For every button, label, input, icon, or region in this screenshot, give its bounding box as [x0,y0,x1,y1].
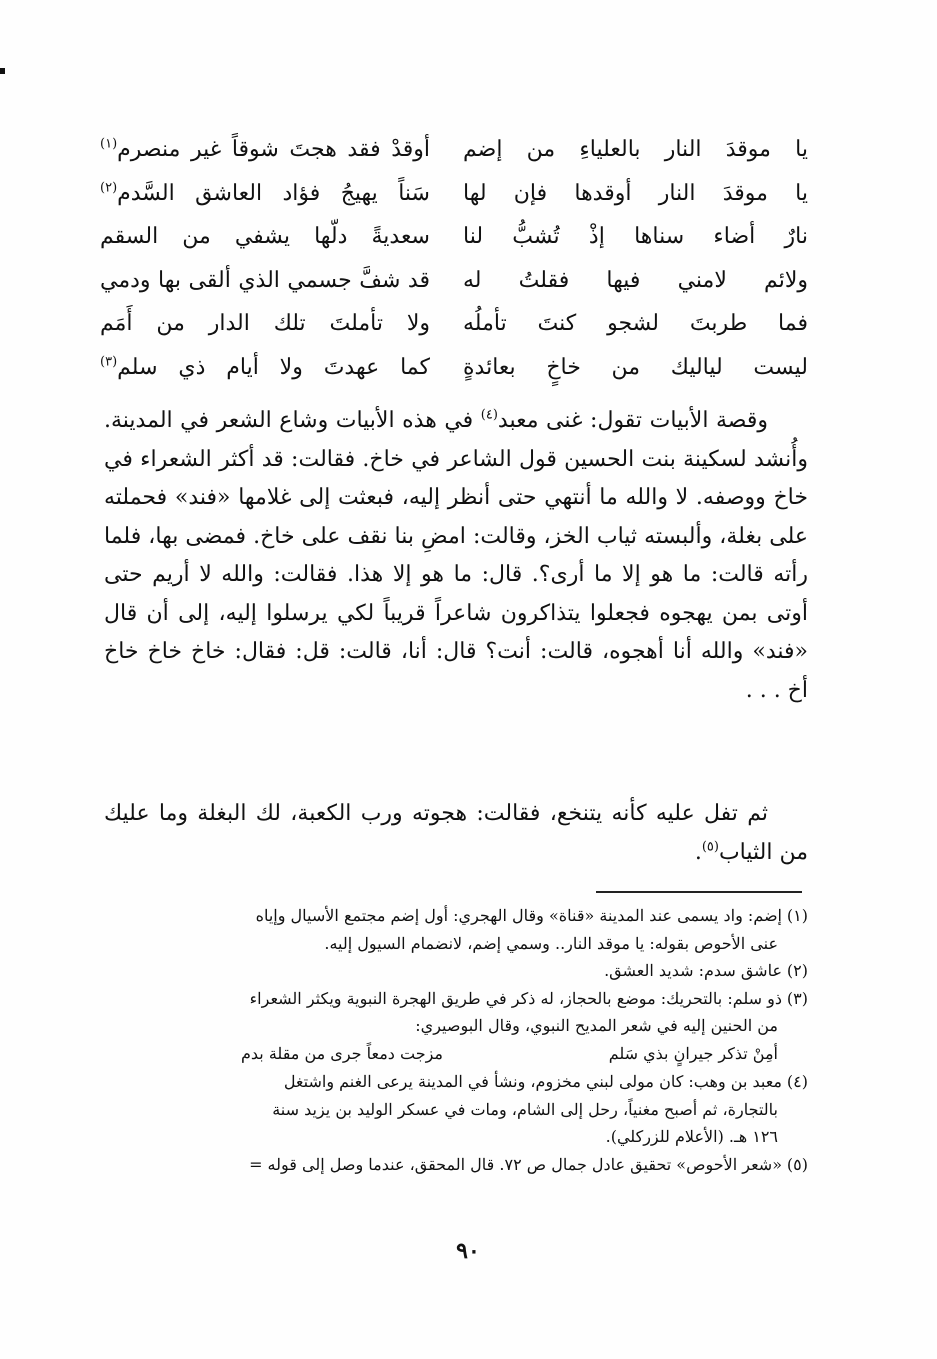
footnote-line [104,902,808,930]
footnote-line: ١٢٦ هـ. (الأعلام للزركلي). [605,1127,778,1147]
footnote-text: «شعر الأحوص» تحقيق عادل جمال ص ٧٢. قال المحقق، عندما وصل إلى قوله = [249,1154,782,1174]
verse-first-hemistich: ولائم لامني فيها فقلتُ له [463,267,808,293]
hemistich-text: سَناً يهيجُ فؤاد العاشق السَّدم [117,180,430,206]
poem [100,128,808,389]
ending-paragraph [104,795,808,872]
hemistich-text: أوقدْ فقد هجتَ شوقاً غير منصرم [117,137,430,162]
footnote-line: بالتجارة، ثم أصبح مغنياً، رحل إلى الشام، ومات في عسكر الوليد بن يزيد سنة [272,1099,778,1119]
footnote-ref: (١) [100,136,118,152]
footnote-number: (٥) [786,1154,808,1174]
footnote-line [104,985,808,1013]
poem-verse [100,128,808,172]
footnote-text: إضم: واد يسمى عند المدينة «قناة» وقال الهجري: أول إضم مجتمع الأسيال وإياه [255,906,782,925]
footnote-number: (٤) [786,1071,808,1091]
verse-second-hemistich: ولا تأملتَ تلك الدار من أَمَم [100,311,430,336]
footnote-3 [104,985,808,1068]
footnote-1 [104,902,808,957]
verse-second-hemistich: سعديةً دلّها يشفي من السقم [100,224,430,249]
paragraph-text: ثم تفل عليه كأنه يتنخع، فقالت: هجوته ورب الكعبة، لك البغلة وما عليك من الثياب [104,801,808,865]
scan-mark [0,68,5,74]
footnote-line [104,957,808,985]
verse-first-hemistich: ليست لياليك من خاخٍ بعائدةٍ [463,354,808,380]
footnotes [104,902,808,1178]
footnote-text: معبد بن وهب: كان مولى لبني مخزوم، ونشأ في المدينة يرعى الغنم واشتغل [283,1071,782,1091]
footnote-ref: (٥) [701,839,719,855]
poem-verse [100,346,808,390]
footnote-4 [104,1068,808,1151]
verse-first-hemistich: نارٌ أضاء سناها إذْ تُشبُّ لنا [463,224,808,249]
verse-first-hemistich: فما طربتَ لشجو كنتَ تأملُه [463,311,808,336]
footnote-text: ذو سلم: بالتحريك: موضع بالحجاز، له ذكر في طريق الهجرة النبوية ويكثر الشعراء [249,988,782,1008]
paragraph-text: . [694,839,702,865]
verse-first-hemistich: يا موقدَ النار بالعلياءِ من إضم [463,137,808,162]
footnote-2 [104,957,808,985]
verse-first-hemistich: يا موقدَ النار أوقدها فإن لها [463,180,808,206]
footnote-ref: (٤) [480,407,498,423]
quoted-hemistich: أمِنْ تذكر جيرانٍ بذي سَلم [608,1043,778,1063]
verse-second-hemistich [100,172,430,215]
quoted-hemistich: مزجت دمعاً جرى من مقلة بدم [240,1043,443,1063]
footnote-number: (٣) [786,988,808,1008]
poem-verse [100,172,808,216]
paragraph-text: وقصة الأبيات تقول: غنى معبد [497,408,768,433]
hemistich-text: كما عهدتَ ولا أيام ذي سلم [117,354,430,380]
footnote-line: من الحنين إليه في شعر المديح النبوي، وقال البوصيري: [415,1016,778,1036]
footnote-text: عاشق سدم: شديد العشق. [604,961,782,981]
verse-second-hemistich: قد شفَّ جسمي الذي ألقى بها ودمي [100,267,430,293]
page-number: ٩٠ [456,1238,480,1264]
story-paragraph [104,402,808,710]
footnote-line [104,1068,808,1096]
verse-second-hemistich [100,346,430,389]
footnote-line: عنى الأحوص بقوله: يا موقد النار.. وسمي إضم، لانضمام السيول إليه. [324,933,778,953]
verse-second-hemistich [100,128,430,171]
footnote-number: (١) [786,906,808,925]
poem-verse [100,259,808,303]
footnote-5 [104,1151,808,1179]
quoted-verse [104,1040,808,1068]
footnote-number: (٢) [786,961,808,981]
footnote-ref: (٣) [100,354,118,370]
footnote-separator [596,891,802,893]
footnote-line [104,1151,808,1179]
poem-verse [100,215,808,259]
poem-verse [100,302,808,346]
footnote-ref: (٢) [100,180,118,196]
paragraph-text: في هذه الأبيات وشاع الشعر في المدينة. وأُنشد لسكينة بنت الحسين قول الشاعر في خاخ. فقالت: قد أكثر الشعراء في خاخ ووصفه. لا والله ما أنتهي حتى أنظر إليه، فبعثت إلى غلامها «فند» فحملته على بغلة، وألبسته ثياب الخز، وقالت: امضِ بنا نقف على خاخ. فمضى بها، فلما رأته قالت: ما هو إلا ما أرى؟. قال: ما هو إلا هذا. فقالت: والله لا أريم حتى أوتى بمن يهجوه فجعلوا يتذاكرون شاعراً قريباً لكي يرسلوا إليه، إلى أن قال «فند» والله أنا أهجوه، قالت: أنت؟ قال: أنا، قالت: قل: فقال: خاخ خاخ خاخ أخ . . . [104,408,808,703]
